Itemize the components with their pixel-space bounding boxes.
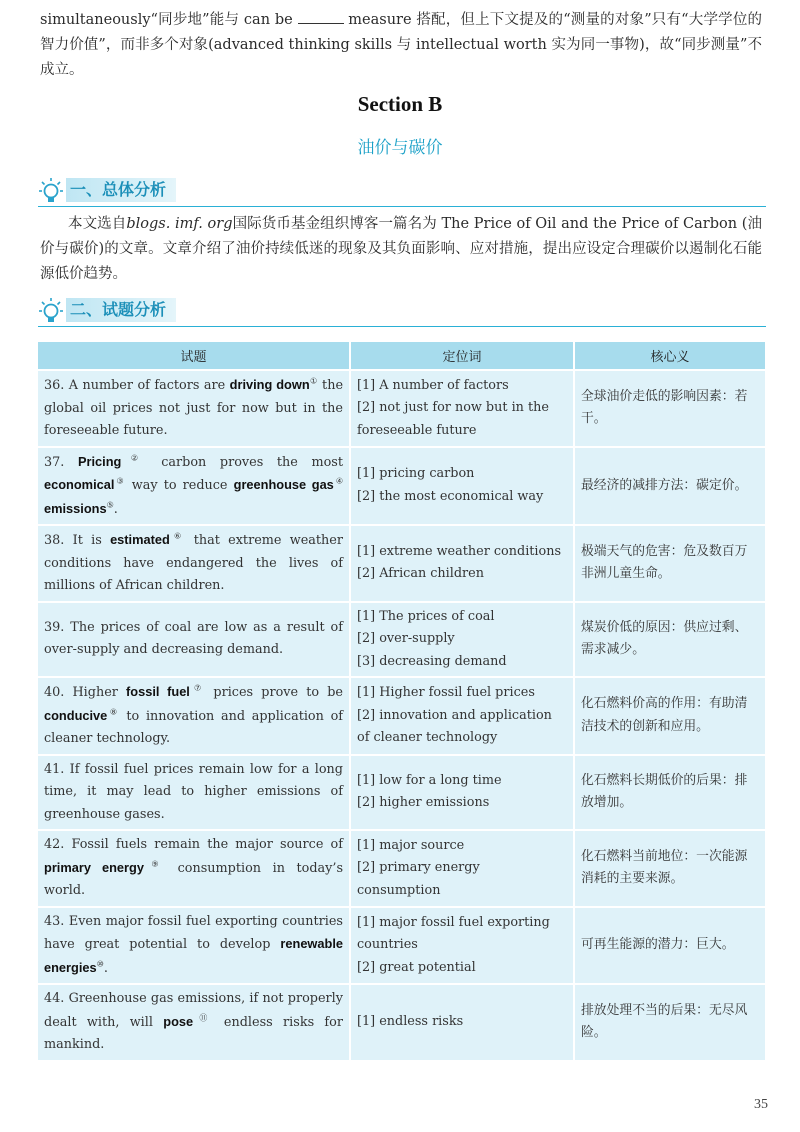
lightbulb-icon	[38, 296, 66, 326]
table-row	[38, 831, 765, 906]
core-meaning-cell: 化石燃料价高的作用：有助清洁技术的创新和应用。	[575, 678, 765, 754]
question-text: prices prove to be	[205, 685, 343, 700]
table-row	[38, 603, 765, 677]
locator-item: [3] decreasing demand	[357, 653, 507, 669]
locator-cell	[351, 678, 573, 754]
question-text: carbon proves the most	[147, 454, 344, 470]
question-text: endless risks for mankind.	[44, 1014, 343, 1052]
key-term: greenhouse gas	[233, 477, 334, 492]
footnote-marker: ⑨	[143, 859, 167, 869]
footnote-marker: ⑪	[193, 1013, 214, 1023]
column-header: 核心义	[575, 342, 765, 369]
question-text: way to reduce	[125, 478, 234, 493]
overview-paragraph	[40, 212, 762, 287]
table-row	[38, 908, 765, 984]
core-meaning-cell: 全球油价走低的影响因素：若干。	[575, 371, 765, 446]
locator-item: [2] innovation and application of cleaner technology	[357, 707, 552, 745]
locator-item: [2] over-supply	[357, 631, 455, 646]
question-text: 40. Higher	[44, 685, 127, 700]
question-text: 42. Fossil fuels remain the major source of	[44, 837, 343, 852]
locator-item: [2] African children	[357, 566, 484, 582]
paragraph-text: measure 搭配，但上下文提及的“测量的对象”只有“大学学位的智力价值”，而非多个对象(advanced thinking skills 与 intellectual worth 实为同一事物)，故“同步测量”不成立。	[40, 12, 762, 78]
locator-cell	[351, 756, 573, 830]
locator-item: [2] the most economical way	[357, 488, 544, 504]
question-text: 36. A number of factors are	[44, 378, 230, 393]
question-text: .	[113, 501, 118, 517]
question-cell	[38, 603, 349, 677]
heading-label: 一、总体分析	[66, 178, 176, 202]
footnote-marker: ⑧	[107, 707, 120, 717]
key-term: driving down	[229, 377, 310, 392]
question-cell	[38, 371, 349, 446]
question-text: that extreme weather conditions have endangered the lives of millions of African children.	[44, 533, 343, 593]
locator-item: [1] major source	[357, 837, 465, 853]
key-term: emissions	[44, 500, 107, 516]
table-row	[38, 526, 765, 601]
locator-cell	[351, 603, 573, 677]
question-cell	[38, 831, 349, 906]
paragraph-text: simultaneously“同步地”能与 can be	[40, 12, 293, 28]
question-cell	[38, 985, 349, 1060]
question-text: 44. Greenhouse gas emissions, if not properly dealt with, will	[44, 991, 343, 1030]
question-text: 39. The prices of coal are low as a result of over-supply and decreasing demand.	[44, 619, 343, 658]
locator-cell	[351, 831, 573, 906]
key-term: fossil fuel	[126, 684, 190, 699]
key-term: conducive	[44, 707, 108, 723]
locator-item: [1] endless risks	[357, 1014, 464, 1029]
overview-text: 国际货币基金组织博客一篇名为 The Price of Oil and the Price of Carbon (油价与碳价)的文章。文章介绍了油价持续低迷的现象及其负面影响、应对措施，提出应设定合理碳价以遏制化石能源低价趋势。	[40, 216, 763, 282]
question-text: to innovation and application of cleaner technology.	[44, 708, 344, 746]
heading-question-analysis	[38, 296, 766, 327]
core-meaning-cell: 煤炭价低的原因：供应过剩、需求减少。	[575, 603, 765, 677]
footnote-marker: ⑤	[106, 500, 114, 510]
locator-cell	[351, 448, 573, 525]
locator-item: [2] primary energy consumption	[357, 860, 480, 898]
question-text: the global oil prices not just for now but in the foreseeable future.	[44, 378, 344, 438]
locator-item: [1] A number of factors	[357, 377, 509, 393]
locator-item: [1] pricing carbon	[357, 466, 475, 482]
question-cell	[38, 756, 349, 830]
table-row	[38, 448, 765, 525]
overview-source: blogs. imf. org	[126, 216, 233, 232]
core-meaning-cell: 化石燃料长期低价的后果：排放增加。	[575, 756, 765, 830]
analysis-table	[36, 340, 767, 1062]
question-text: consumption in today’s world.	[44, 860, 344, 898]
question-cell	[38, 526, 349, 601]
lightbulb-icon	[38, 176, 66, 206]
footnote-marker: ⑩	[96, 959, 104, 969]
table-row	[38, 756, 765, 830]
locator-item: [1] Higher fossil fuel prices	[357, 685, 535, 700]
core-meaning-cell: 最经济的减排方法：碳定价。	[575, 448, 765, 525]
question-text: .	[103, 960, 108, 976]
question-cell	[38, 908, 349, 984]
question-text: 38. It is	[44, 533, 111, 548]
section-title: Section B	[357, 92, 443, 116]
table-row	[38, 371, 765, 446]
table-row	[38, 985, 765, 1060]
section-subtitle: 油价与碳价	[357, 138, 443, 158]
overview-prefix: 本文选自	[68, 216, 127, 232]
table-row	[38, 678, 765, 754]
question-cell	[38, 678, 349, 754]
key-term: renewable energies	[44, 936, 343, 975]
page-number: 35	[754, 1097, 768, 1112]
locator-item: [1] The prices of coal	[357, 608, 495, 624]
core-meaning-cell: 极端天气的危害：危及数百万非洲儿童生命。	[575, 526, 765, 601]
key-term: economical	[44, 477, 115, 492]
key-term: pose	[163, 1013, 194, 1029]
locator-item: [2] not just for now but in the foreseeable future	[357, 400, 549, 438]
locator-cell	[351, 985, 573, 1060]
column-header: 定位词	[351, 342, 573, 369]
locator-item: [1] low for a long time	[357, 772, 502, 788]
continued-paragraph	[40, 8, 762, 83]
footnote-marker: ②	[121, 453, 148, 463]
table-header-row	[38, 342, 765, 369]
question-cell	[38, 448, 349, 525]
core-meaning-cell: 可再生能源的潜力：巨大。	[575, 908, 765, 984]
question-text: 37.	[44, 454, 78, 470]
footnote-marker: ⑦	[189, 683, 206, 693]
column-header: 试题	[38, 342, 349, 369]
key-term: primary energy	[44, 859, 144, 875]
footnote-marker: ③	[114, 476, 126, 486]
key-term: Pricing	[77, 453, 122, 469]
heading-label: 二、试题分析	[66, 298, 176, 322]
footnote-marker: ④	[333, 476, 344, 486]
heading-overall-analysis	[38, 176, 766, 207]
core-meaning-cell: 排放处理不当的后果：无尽风险。	[575, 985, 765, 1060]
locator-item: [2] higher emissions	[357, 795, 490, 811]
footnote-marker: ①	[309, 376, 318, 386]
locator-item: [2] great potential	[357, 959, 476, 975]
question-text: 41. If fossil fuel prices remain low for a long time, it may lead to higher emissions of greenhouse gases.	[44, 761, 343, 822]
question-text: 43. Even major fossil fuel exporting countries have great potential to develop	[44, 913, 343, 952]
locator-cell	[351, 908, 573, 984]
key-term: estimated	[110, 532, 170, 547]
locator-cell	[351, 526, 573, 601]
core-meaning-cell: 化石燃料当前地位：一次能源消耗的主要来源。	[575, 831, 765, 906]
locator-item: [1] extreme weather conditions	[357, 543, 562, 559]
footnote-marker: ⑥	[169, 531, 186, 541]
fill-blank	[298, 9, 344, 24]
locator-item: [1] major fossil fuel exporting countries	[357, 914, 550, 952]
locator-cell	[351, 371, 573, 446]
